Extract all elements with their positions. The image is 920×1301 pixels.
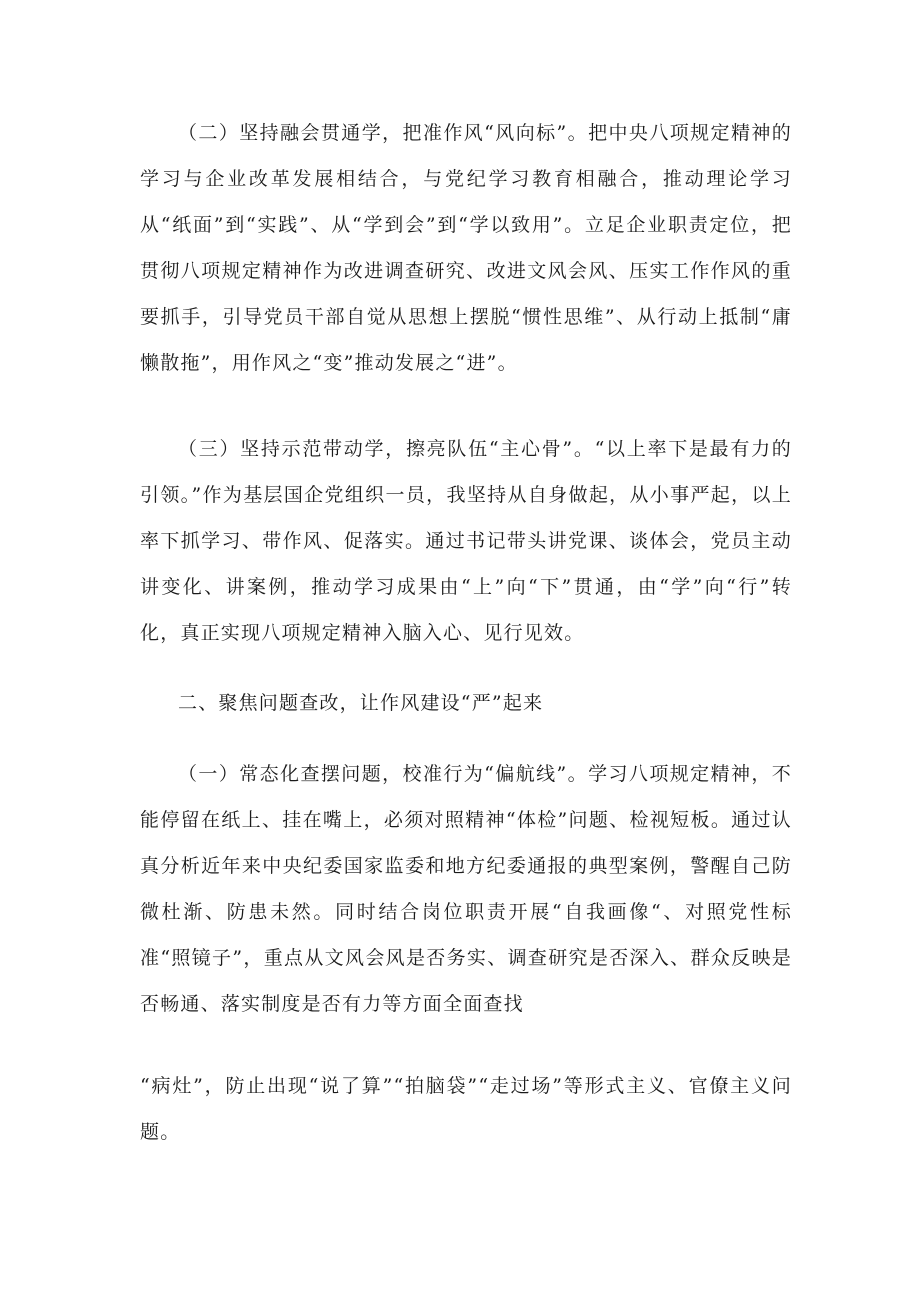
paragraph-3-exemplary-study: （三）坚持示范带动学，擦亮队伍“主心骨”。“以上率下是最有力的引领。”作为基层国企党组织一员，我坚持从自身做起，从小事严起，以上率下抓学习、带作风、促落实。通过书记带头讲党课、谈体会，党员主动讲变化、讲案例，推动学习成果由“上”向“下”贯通，由“学”向“行”转化，真正实现八项规定精神入脑入心、见行见效。	[140, 438, 792, 644]
section-heading-problem-rectification: 二、聚焦问题查改，让作风建设“严”起来	[178, 692, 544, 714]
paragraph-continuation: “病灶”，防止出现“说了算”“拍脑袋”“走过场”等形式主义、官僚主义问题。	[140, 1075, 792, 1143]
paragraph-2-steadfast-study: （二）坚持融会贯通学，把准作风“风向标”。把中央八项规定精神的学习与企业改革发展相结合，与党纪学习教育相融合，推动理论学习从“纸面”到“实践”、从“学到会”到“学以致用”。立足企业职责定位，把贯彻八项规定精神作为改进调查研究、改进文风会风、压实工作作风的重要抓手，引导党员干部自觉从思想上摆脱“惯性思维”、从行动上抵制“庸懒散拖”，用作风之“变”推动发展之“进”。	[140, 122, 792, 374]
paragraph-1-regular-inspection: （一）常态化查摆问题，校准行为“偏航线”。学习八项规定精神，不能停留在纸上、挂在嘴上，必须对照精神“体检”问题、检视短板。通过认真分析近年来中央纪委国家监委和地方纪委通报的典型案例，警醒自己防微杜渐、防患未然。同时结合岗位职责开展“自我画像“、对照党性标准“照镜子”，重点从文风会风是否务实、调查研究是否深入、群众反映是否畅通、落实制度是否有力等方面全面查找	[140, 763, 792, 1015]
